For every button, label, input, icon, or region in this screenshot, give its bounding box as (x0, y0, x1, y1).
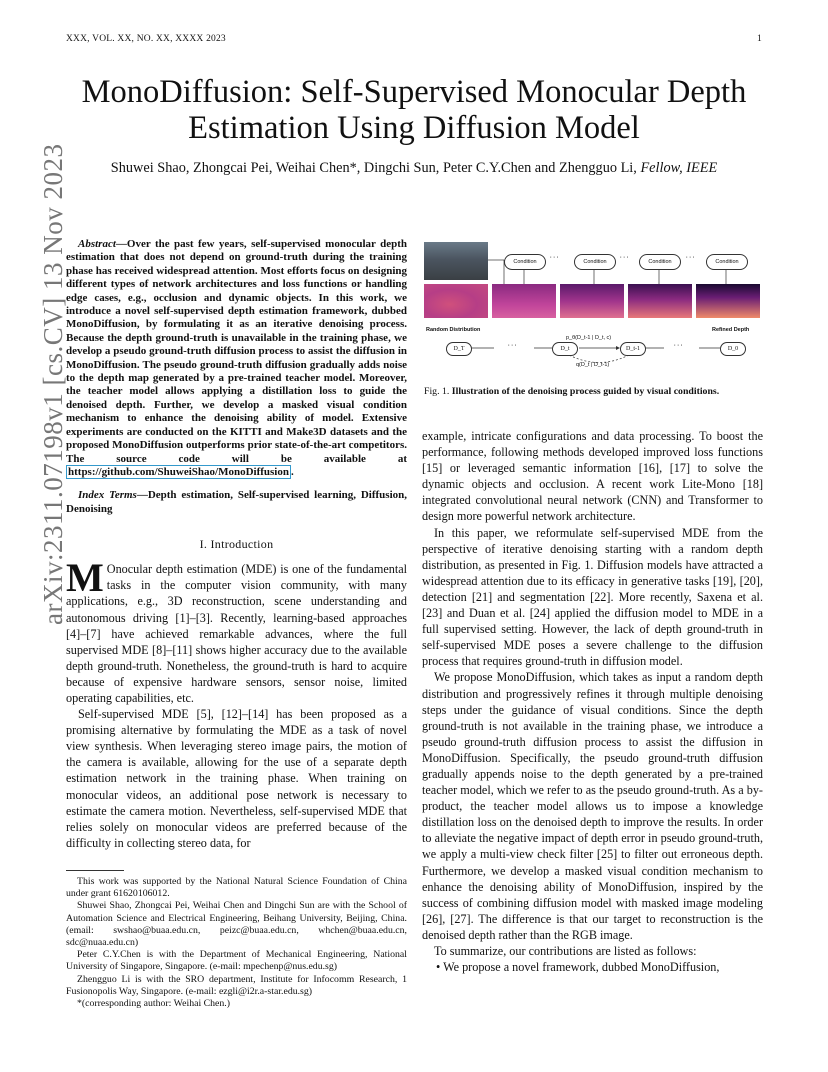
index-terms-label: Index Terms (78, 489, 137, 502)
index-terms-text: —Depth estimation, Self-supervised learning, Diffusion, Denoising (66, 489, 407, 515)
dropcap: M (66, 555, 104, 601)
right-paragraph-3: We propose MonoDiffusion, which takes as input a random depth distribution and progressively refines it through multiple denoising steps under the guidance of visual conditions. Since the depth ground-truth is not available in the training phase, we introduce a pseudo ground-truth diffusion process to assist the diffusion in MonoDiffusion. Specifically, the pseudo ground-truth diffusion gradually appends noise to the depth generated by a pre-trained teacher model, which we refer to as the pseudo ground-truth. As a by-product, the teacher model allows us to impose a knowledge distillation loss on the denoised depth to improve the results. In order to alleviate the negative impact of depth error in pseudo ground-truth, we apply a multi-view check filter [25] to filter out erroneous depth. Furthermore, we develop a masked visual condition mechanism to enhance the denoising ability of MonoDiffusion, inspired by the success of combining diffusion model with masked image modeling [26], [27]. The difference is that our target to reconstruction is the denoised depth rather than the RGB image. (422, 670, 763, 942)
node-d-T: D_T (446, 342, 472, 356)
dots-3: · · · (686, 255, 695, 261)
dots-2: · · · (620, 255, 629, 261)
intro-p1-text: Onocular depth estimation (MDE) is one of the fundamental tasks in the computer vision community, with many applications, e.g., 3D reconstruction, scene understanding and autonomous driving [1]–[3]. Recently, learning-based approaches [4]–[7] have achieved remarkable advances, where the full supervised MDE [8]–[11] shows higher accuracy due to the available depth ground-truth. Nonetheless, the ground-truth is hard to acquire because of expensive hardware sensors, sensor noise, limited operating capabilities, etc. (66, 562, 407, 705)
abstract-text: —Over the past few years, self-supervised monocular depth estimation that does not depend on ground-truth during the training phase has received widespread attention. Most efforts focus on designing different types of network architectures and loss functions or handling edge cases, e.g., occlusion and dynamic objects. In this work, we introduce a novel self-supervised depth estimation framework, dubbed MonoDiffusion, by formulating it as an iterative denoising process. Because the depth ground-truth is unavailable in the training phase, we develop a pseudo ground-truth diffusion process to assist the diffusion in MonoDiffusion. The pseudo ground-truth diffusion gradually adds noise to the depth map generated by a pre-trained teacher model. Moreover, the teacher model allows applying a distillation loss to guide the denoised depth. Further, we develop a masked visual condition mechanism to enhance the denoising ability of model. Extensive experiments are conducted on the KITTI and Make3D datasets and the proposed MonoDiffusion outperforms prior state-of-the-art competitors. The source code will be available at (66, 238, 407, 465)
footnote-rule (66, 870, 124, 871)
intro-paragraph-2: Self-supervised MDE [5], [12]–[14] has been proposed as a promising alternative by formulating the MDE as a task of novel view synthesis. When leveraging stereo image pairs, the motion of the camera is available, allowing for the use of a separate depth estimation network in the training phase. When training on monocular videos, an additional pose network is necessary to estimate the camera motion. Nevertheless, self-supervised MDE that relies solely on monocular videos are preferred because of the difficulty in collecting stereo data, for (66, 707, 407, 850)
footnotes (66, 876, 407, 1010)
refined-depth-label: Refined Depth (712, 327, 750, 333)
abstract-end: . (290, 465, 294, 478)
right-paragraph-1: example, intricate configurations and data processing. To boost the performance, following methods developed improved loss functions [15] or leveraged semantic information [16], [17] to solve the dynamic objects and occlusion. A recent work Lite-Mono [18] integrated convolutional neural network (CNN) and Transformer to design more powerful network architecture. (422, 429, 763, 524)
caption-text: Illustration of the denoising process guided by visual conditions. (451, 386, 720, 397)
dots-1: · · · (550, 255, 559, 261)
noise-map-4 (628, 284, 692, 318)
authors-fellow: Fellow, IEEE (640, 160, 718, 176)
paper-title: MonoDiffusion: Self-Supervised Monocular Depth Estimation Using Diffusion Model (81, 74, 747, 146)
p-theta-label: p_θ(D_t-1 | D_t, c) (566, 335, 612, 341)
dots-4: · · · (508, 343, 517, 349)
condition-node-4: Condition (706, 254, 748, 270)
right-paragraph-2: In this paper, we reformulate self-supervised MDE from the perspective of iterative denoising starting with a random depth distribution, as presented in Fig. 1. Diffusion models have attracted a widespread attention due to its efficacy in generative tasks [19], [20], detection [21] and segmentation [22]. More recently, Saxena et al. [23] and Duan et al. [24] applied the diffusion model to MDE in a full supervised setting. However, the lack of depth ground-truth in self-supervised MDE poses a severe challenge to the diffusion process that requires ground-truth in diffusion model. (422, 525, 763, 669)
footnote-affiliation-1: Shuwei Shao, Zhongcai Pei, Weihai Chen and Dingchi Sun are with the School of Automation Science and Electrical Engineering, Beihang University, Beijing, China. (email: swshao@buaa.edu.cn, peizc@buaa.edu.cn, whchen@buaa.edu.cn, sdc@nuaa.edu.cn) (66, 900, 407, 949)
author-list (60, 160, 768, 177)
bullet-1-text: We propose a novel framework, dubbed MonoDiffusion, (443, 960, 720, 975)
abstract-label: Abstract (78, 238, 116, 250)
noise-map-3 (560, 284, 624, 318)
page-number: 1 (757, 34, 762, 44)
figure-1 (424, 238, 764, 378)
refined-depth-map (696, 284, 760, 318)
intro-paragraph-1 (66, 555, 407, 706)
abstract (66, 238, 407, 479)
left-column (66, 238, 407, 851)
right-column (422, 428, 763, 975)
footnote-funding: This work was supported by the National Natural Science Foundation of China under grant 61620106012. (66, 876, 407, 900)
condition-node-1: Condition (504, 254, 546, 270)
index-terms (66, 489, 407, 516)
q-label: q(D_t | D_t-1) (576, 362, 610, 368)
node-d-0: D_0 (720, 342, 746, 356)
node-d-t-1: D_t-1 (620, 342, 646, 356)
arxiv-stamp: arXiv:2311.07198v1 [cs.CV] 13 Nov 2023 (38, 143, 68, 625)
authors: Shuwei Shao, Zhongcai Pei, Weihai Chen*, Dingchi Sun, Peter C.Y.Chen and Zhengguo Li, (110, 160, 637, 176)
condition-node-2: Condition (574, 254, 616, 270)
noise-map-1 (424, 284, 488, 318)
random-distribution-label: Random Distribution (426, 327, 481, 333)
caption-prefix: Fig. 1. (424, 386, 450, 397)
dots-5: · · · (674, 343, 683, 349)
section-heading-introduction: I. Introduction (199, 537, 274, 552)
contribution-bullet-1: • We propose a novel framework, dubbed MonoDiffusion, (436, 960, 720, 975)
footnote-corresponding: *(corresponding author: Weihai Chen.) (77, 998, 231, 1010)
condition-node-3: Condition (639, 254, 681, 270)
node-d-t: D_t (552, 342, 578, 356)
noise-map-2 (492, 284, 556, 318)
right-paragraph-4: To summarize, our contributions are listed as follows: (434, 944, 697, 958)
figure-caption (424, 386, 765, 397)
footnote-affiliation-2: Peter C.Y.Chen is with the Department of Mechanical Engineering, National University of Singapore, Singapore. (e-mail: mpechenp@nus.edu.sg) (66, 949, 407, 973)
running-header: XXX, VOL. XX, NO. XX, XXXX 2023 (66, 34, 226, 44)
code-link[interactable]: https://github.com/ShuweiShao/MonoDiffusion (68, 465, 289, 478)
footnote-affiliation-3: Zhengguo Li is with the SRO department, Institute for Infocomm Research, 1 Fusionopolis Way, Singapore. (e-mail: ezgli@i2r.a-star.edu.sg) (66, 973, 407, 997)
